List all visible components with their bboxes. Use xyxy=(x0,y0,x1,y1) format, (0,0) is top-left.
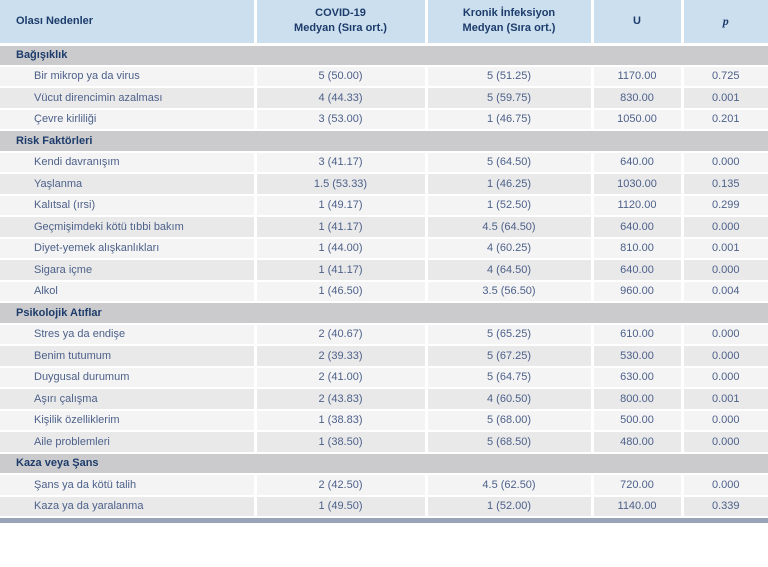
table-row xyxy=(0,259,768,281)
cause-label: Sigara içme xyxy=(0,259,255,281)
section-header-row xyxy=(0,302,768,324)
chronic-median-value: 1 (52.50) xyxy=(426,195,592,217)
u-value: 530.00 xyxy=(592,345,682,367)
u-value: 1030.00 xyxy=(592,173,682,195)
table-row xyxy=(0,367,768,389)
p-value: 0.000 xyxy=(682,345,768,367)
chronic-median-value: 5 (68.00) xyxy=(426,410,592,432)
p-value: 0.299 xyxy=(682,195,768,217)
p-value: 0.339 xyxy=(682,496,768,518)
u-value: 810.00 xyxy=(592,238,682,260)
table-row xyxy=(0,474,768,496)
chronic-median-value: 3.5 (56.50) xyxy=(426,281,592,303)
u-value: 960.00 xyxy=(592,281,682,303)
chronic-median-value: 4 (64.50) xyxy=(426,259,592,281)
chronic-median-value: 5 (68.50) xyxy=(426,431,592,453)
chronic-median-value: 5 (64.75) xyxy=(426,367,592,389)
covid-median-value: 2 (42.50) xyxy=(255,474,426,496)
u-value: 640.00 xyxy=(592,216,682,238)
u-value: 800.00 xyxy=(592,388,682,410)
p-value: 0.004 xyxy=(682,281,768,303)
table-row xyxy=(0,173,768,195)
cause-label: Şans ya da kötü talih xyxy=(0,474,255,496)
covid-median-value: 4 (44.33) xyxy=(255,87,426,109)
covid-header-line1: COVID-19 xyxy=(315,7,366,20)
u-value: 610.00 xyxy=(592,324,682,346)
cause-label: Yaşlanma xyxy=(0,173,255,195)
column-header-causes: Olası Nedenler xyxy=(0,0,255,44)
table-row xyxy=(0,324,768,346)
column-header-u-statistic: U xyxy=(592,0,682,44)
covid-median-value: 1 (38.83) xyxy=(255,410,426,432)
u-value: 1140.00 xyxy=(592,496,682,518)
u-value: 720.00 xyxy=(592,474,682,496)
covid-median-value: 1 (49.50) xyxy=(255,496,426,518)
u-value: 1170.00 xyxy=(592,66,682,88)
p-value: 0.000 xyxy=(682,474,768,496)
cause-label: Kişilik özelliklerim xyxy=(0,410,255,432)
cause-label: Diyet-yemek alışkanlıkları xyxy=(0,238,255,260)
table-row xyxy=(0,66,768,88)
table-row xyxy=(0,216,768,238)
table-row xyxy=(0,410,768,432)
table-row xyxy=(0,388,768,410)
covid-median-value: 1 (46.50) xyxy=(255,281,426,303)
table-row xyxy=(0,431,768,453)
chronic-median-value: 4.5 (62.50) xyxy=(426,474,592,496)
u-value: 1050.00 xyxy=(592,109,682,131)
cause-label: Bir mikrop ya da virus xyxy=(0,66,255,88)
cause-label: Aşırı çalışma xyxy=(0,388,255,410)
covid-median-value: 5 (50.00) xyxy=(255,66,426,88)
p-value: 0.001 xyxy=(682,87,768,109)
chronic-median-value: 5 (51.25) xyxy=(426,66,592,88)
section-title: Kaza veya Şans xyxy=(0,453,768,475)
table-row xyxy=(0,345,768,367)
p-value: 0.000 xyxy=(682,216,768,238)
cause-label: Benim tutumum xyxy=(0,345,255,367)
u-value: 480.00 xyxy=(592,431,682,453)
chronic-median-value: 1 (46.25) xyxy=(426,173,592,195)
section-title: Risk Faktörleri xyxy=(0,130,768,152)
table-header-row xyxy=(0,0,768,44)
table-row xyxy=(0,195,768,217)
u-value: 640.00 xyxy=(592,152,682,174)
cause-label: Duygusal durumum xyxy=(0,367,255,389)
chronic-median-value: 5 (65.25) xyxy=(426,324,592,346)
table-body xyxy=(0,44,768,517)
cause-label: Alkol xyxy=(0,281,255,303)
p-value: 0.725 xyxy=(682,66,768,88)
section-header-row xyxy=(0,130,768,152)
u-value: 830.00 xyxy=(592,87,682,109)
covid-median-value: 2 (43.83) xyxy=(255,388,426,410)
p-value: 0.000 xyxy=(682,367,768,389)
covid-header-line2: Medyan (Sıra ort.) xyxy=(294,22,387,35)
column-header-covid xyxy=(255,0,426,44)
p-value: 0.000 xyxy=(682,431,768,453)
u-value: 1120.00 xyxy=(592,195,682,217)
table-row xyxy=(0,281,768,303)
p-value: 0.001 xyxy=(682,388,768,410)
chronic-header-line2: Medyan (Sıra ort.) xyxy=(462,22,556,35)
cause-label: Vücut direncimin azalması xyxy=(0,87,255,109)
covid-median-value: 1 (44.00) xyxy=(255,238,426,260)
chronic-median-value: 1 (52.00) xyxy=(426,496,592,518)
column-header-p-value: p xyxy=(682,0,768,44)
cause-label: Aile problemleri xyxy=(0,431,255,453)
cause-label: Geçmişimdeki kötü tıbbi bakım xyxy=(0,216,255,238)
section-title: Bağışıklık xyxy=(0,44,768,66)
p-value: 0.000 xyxy=(682,324,768,346)
chronic-median-value: 5 (59.75) xyxy=(426,87,592,109)
u-value: 500.00 xyxy=(592,410,682,432)
section-header-row xyxy=(0,453,768,475)
p-value: 0.201 xyxy=(682,109,768,131)
covid-median-value: 2 (39.33) xyxy=(255,345,426,367)
cause-label: Kalıtsal (ırsi) xyxy=(0,195,255,217)
covid-median-value: 1 (49.17) xyxy=(255,195,426,217)
p-value: 0.001 xyxy=(682,238,768,260)
p-value: 0.000 xyxy=(682,410,768,432)
covid-median-value: 2 (41.00) xyxy=(255,367,426,389)
p-value: 0.135 xyxy=(682,173,768,195)
u-value: 630.00 xyxy=(592,367,682,389)
chronic-header-line1: Kronik İnfeksiyon xyxy=(462,7,556,20)
column-header-chronic-infection xyxy=(426,0,592,44)
covid-median-value: 3 (53.00) xyxy=(255,109,426,131)
table-row xyxy=(0,109,768,131)
cause-label: Kendi davranışım xyxy=(0,152,255,174)
covid-median-value: 2 (40.67) xyxy=(255,324,426,346)
table-row xyxy=(0,87,768,109)
chronic-median-value: 4 (60.50) xyxy=(426,388,592,410)
section-header-row xyxy=(0,44,768,66)
p-value: 0.000 xyxy=(682,152,768,174)
table-row xyxy=(0,152,768,174)
chronic-median-value: 5 (64.50) xyxy=(426,152,592,174)
u-value: 640.00 xyxy=(592,259,682,281)
table-row xyxy=(0,238,768,260)
cause-label: Kaza ya da yaralanma xyxy=(0,496,255,518)
chronic-median-value: 1 (46.75) xyxy=(426,109,592,131)
p-value: 0.000 xyxy=(682,259,768,281)
table-bottom-edge xyxy=(0,518,768,523)
table-row xyxy=(0,496,768,518)
covid-median-value: 1 (38.50) xyxy=(255,431,426,453)
covid-median-value: 3 (41.17) xyxy=(255,152,426,174)
section-title: Psikolojik Atıflar xyxy=(0,302,768,324)
chronic-median-value: 5 (67.25) xyxy=(426,345,592,367)
cause-label: Stres ya da endişe xyxy=(0,324,255,346)
chronic-median-value: 4.5 (64.50) xyxy=(426,216,592,238)
cause-label: Çevre kirliliği xyxy=(0,109,255,131)
covid-median-value: 1 (41.17) xyxy=(255,259,426,281)
covid-median-value: 1 (41.17) xyxy=(255,216,426,238)
chronic-median-value: 4 (60.25) xyxy=(426,238,592,260)
covid-median-value: 1.5 (53.33) xyxy=(255,173,426,195)
